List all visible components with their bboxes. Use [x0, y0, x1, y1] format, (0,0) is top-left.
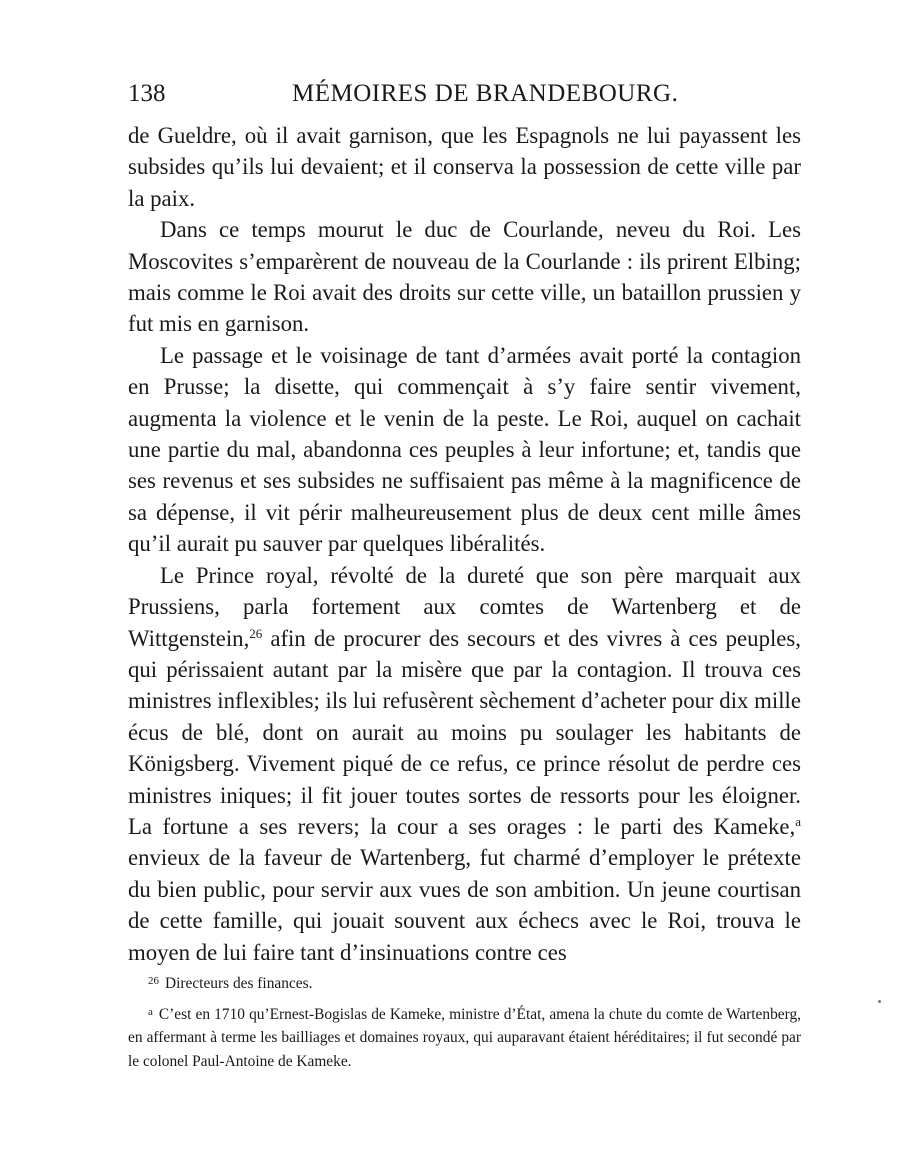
footnote-ref-a: a	[795, 813, 801, 829]
paragraph-3: Le passage et le voisinage de tant d’armées avait porté la contagion en Prusse; la disette, qui commençait à s’y faire sentir vivement, augmenta la violence et le venin de la peste. Le Roi, auquel on cachait une partie du mal, abandonna ces peuples à leur infortune; et, tandis que ses revenus et ses subsides ne suffisaient pas même à la magnificence de sa dépense, il vit périr malheureusement plus de deux cent mille âmes qu’il aurait pu sauver par quelques libéralités.	[128, 342, 801, 557]
footnote-a-text: C’est en 1710 qu’Ernest-Bogislas de Kameke, ministre d’État, amena la chute du comte de Wartenberg, en affermant à terme les bailliages et domaines royaux, qui auparavant étaient héréditaires; il fut secondé par le colonel Paul-Antoine de Kameke.	[128, 1005, 801, 1070]
footnote-a-mark: a	[148, 1005, 153, 1018]
footnote-ref-26: 26	[249, 625, 263, 641]
footnote-26-mark: 26	[148, 975, 159, 987]
footnotes	[128, 970, 801, 1073]
running-title: MÉMOIRES DE BRANDEBOURG.	[292, 80, 679, 107]
page-number: 138	[128, 80, 166, 107]
page-header	[128, 80, 801, 114]
paragraph-4-part-3: envieux de la faveur de Wartenberg, fut charmé d’employer le prétexte du bien public, pour servir aux vues de son ambition. Un jeune courtisan de cette famille, qui jouait souvent aux échecs avec le Roi, trouva le moyen de lui faire tant d’insinuations contre ces	[128, 845, 801, 965]
paragraph-2: Dans ce temps mourut le duc de Courlande, neveu du Roi. Les Moscovites s’emparèrent de nouveau de la Courlande : ils prirent Elbing; mais comme le Roi avait des droits sur cette ville, un bataillon prussien y fut mis en garnison.	[128, 217, 801, 337]
paragraph-1: de Gueldre, où il avait garnison, que les Espagnols ne lui payassent les subsides qu’ils lui devaient; et il conserva la possession de cette ville par la paix.	[128, 123, 801, 211]
footnote-26	[128, 970, 801, 996]
paragraph-4	[128, 560, 801, 968]
main-text	[128, 120, 801, 968]
footnote-26-text: Directeurs des finances.	[165, 975, 313, 992]
paragraph-4-part-1: Le Prince royal, révolté de la dureté que son père marquait aux Prussiens, parla fortement aux comtes de Wartenberg et de Wittgenstein,	[128, 562, 801, 651]
paper-speck	[878, 1000, 881, 1003]
paragraph-4-part-2: afin de procurer des secours et des vivres à ces peuples, qui périssaient autant par la misère que par la contagion. Il trouva ces ministres inflexibles; ils lui refusèrent sèchement d’acheter pour dix mille écus de blé, dont on aurait au moins pu soulager les habitants de Königsberg. Vivement piqué de ce refus, ce prince résolut de perdre ces ministres iniques; il fit jouer toutes sortes de ressorts pour les éloigner. La fortune a ses revers; la cour a ses orages : le parti des Kameke,	[128, 625, 801, 839]
footnote-a	[128, 1001, 801, 1074]
